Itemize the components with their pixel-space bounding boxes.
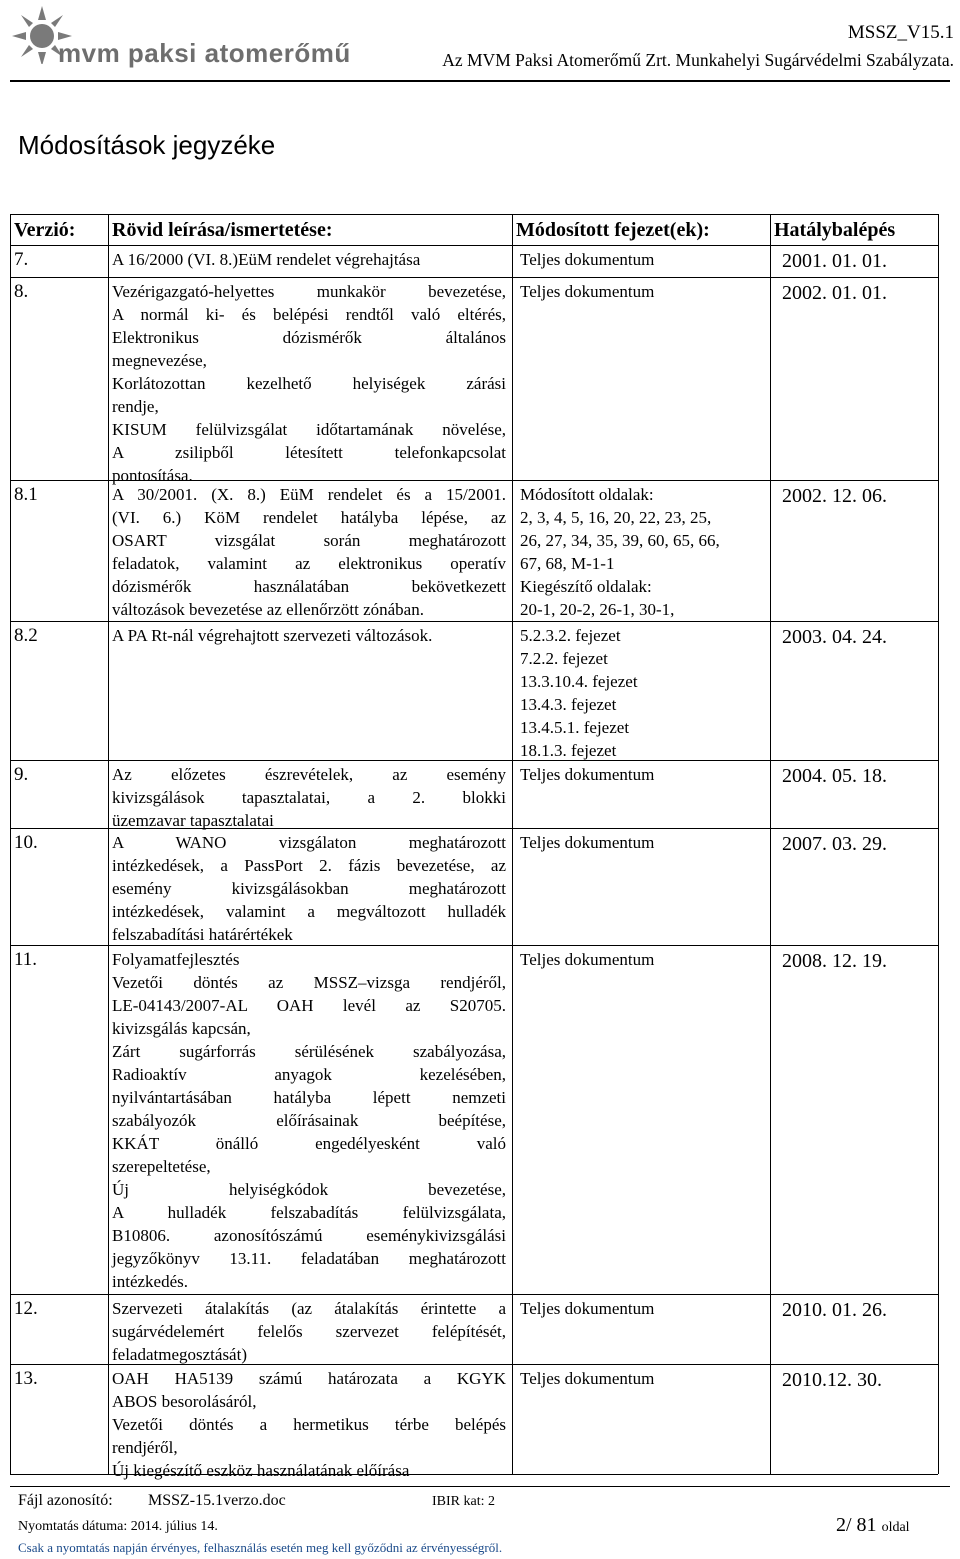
chapter-line: 18.1.3. fejezet (520, 741, 617, 760)
page-number-value: 2/ 81 (836, 1514, 877, 1536)
description-line: Új kiegészítő eszköz használatának előírása (112, 1461, 410, 1480)
description-line: intézkedések, a PassPort 2. fázis bevezetése, az (112, 856, 506, 875)
table-column-border (10, 214, 11, 1474)
chapter-line: 13.4.5.1. fejezet (520, 718, 630, 737)
chapter-line: 13.3.10.4. fejezet (520, 672, 638, 691)
description-line: kivizsgálás kapcsán, (112, 1019, 251, 1038)
chapter-line: Teljes dokumentum (520, 765, 655, 784)
column-header-effective-date: Hatálybalépés (774, 219, 896, 241)
description-line: intézkedések, valamint a megváltozott hulladék (112, 902, 506, 921)
description-line: Új helyiségkódok bevezetése, (112, 1180, 506, 1199)
description-line: A normál ki- és belépési rendtől való eltérés, (112, 305, 506, 324)
table-row-border (10, 245, 938, 246)
logo-text: mvm paksi atomerőmű (58, 38, 351, 68)
change-description (112, 1367, 506, 1482)
chapter-line: 67, 68, M-1-1 (520, 554, 615, 573)
description-line: rendjéről, (112, 1438, 178, 1457)
description-line: LE-04143/2007-AL OAH levél az S20705. (112, 996, 506, 1015)
page-suffix: oldal (881, 1520, 910, 1535)
description-line: üzemzavar tapasztalatai (112, 811, 274, 830)
version-number: 7. (14, 249, 29, 270)
table-row-border (10, 760, 938, 761)
table-row-border (10, 277, 938, 278)
table-column-border (512, 214, 513, 1474)
description-line: jegyzőkönyv 13.11. feladatában meghatározott (112, 1249, 506, 1268)
description-line: Zárt sugárforrás sérülésének szabályozása, (112, 1042, 506, 1061)
description-line: sugárvédelemért felelős szervezet felépítését, (112, 1322, 506, 1341)
description-line: dózismérők használatában bekövetkezett (112, 577, 506, 596)
version-number: 12. (14, 1298, 38, 1319)
version-number: 8.1 (14, 484, 38, 505)
change-description (112, 280, 506, 487)
change-description (112, 831, 506, 946)
file-id-value: MSSZ-15.1verzo.doc (148, 1492, 286, 1509)
version-number: 13. (14, 1368, 38, 1389)
description-line: feladatok, valamint az elektronikus operatív (112, 554, 506, 573)
print-date: Nyomtatás dátuma: 2014. július 14. (18, 1519, 218, 1534)
description-line: Szervezeti átalakítás (az átalakítás érintette a (112, 1299, 506, 1318)
description-line: A PA Rt-nál végrehajtott szervezeti változások. (112, 626, 433, 645)
description-line: KKÁT önálló engedélyesként való (112, 1134, 506, 1153)
modified-chapters (520, 1297, 766, 1320)
column-header-chapters: Módosított fejezet(ek): (516, 219, 710, 241)
description-line: megnevezése, (112, 351, 207, 370)
version-number: 9. (14, 764, 29, 785)
version-number: 8.2 (14, 625, 38, 646)
effective-date: 2002. 01. 01. (782, 282, 887, 304)
version-number: 11. (14, 949, 38, 970)
file-id-label: Fájl azonosító: (18, 1492, 113, 1509)
page-title: Módosítások jegyzéke (18, 130, 276, 160)
modified-chapters (520, 948, 766, 971)
effective-date: 2002. 12. 06. (782, 485, 887, 507)
table-column-border (770, 214, 771, 1474)
modified-chapters (520, 483, 766, 621)
chapter-line: Kiegészítő oldalak: (520, 577, 652, 596)
description-line: Az előzetes észrevételek, az esemény (112, 765, 506, 784)
change-description (112, 624, 506, 647)
description-line: rendje, (112, 397, 159, 416)
description-line: OSART vizsgálat során meghatározott (112, 531, 506, 550)
modified-chapters (520, 831, 766, 854)
description-line: kivizsgálások tapasztalatai, a 2. blokki (112, 788, 506, 807)
version-number: 8. (14, 281, 29, 302)
page-number (836, 1514, 910, 1537)
effective-date: 2004. 05. 18. (782, 765, 887, 787)
ibir-category: IBIR kat: 2 (432, 1494, 495, 1509)
description-line: A WANO vizsgálaton meghatározott (112, 833, 506, 852)
modified-chapters (520, 1367, 766, 1390)
modified-chapters (520, 624, 766, 762)
description-line: B10806. azonosítószámú eseménykivizsgálási (112, 1226, 506, 1245)
description-line: Korlátozottan kezelhető helyiségek zárási (112, 374, 506, 393)
description-line: (VI. 6.) KöM rendelet hatályba lépése, az (112, 508, 506, 527)
version-number: 10. (14, 832, 38, 853)
chapter-line: Teljes dokumentum (520, 1369, 655, 1388)
effective-date: 2008. 12. 19. (782, 950, 887, 972)
description-line: változások bevezetése az ellenőrzött zónában. (112, 600, 424, 619)
document-header-title: Az MVM Paksi Atomerőmű Zrt. Munkahelyi Sugárvédelmi Szabályzata. (442, 50, 954, 70)
description-line: Elektronikus dózismérők általános (112, 328, 506, 347)
chapter-line: 26, 27, 34, 35, 39, 60, 65, 66, (520, 531, 720, 550)
effective-date: 2007. 03. 29. (782, 833, 887, 855)
modified-chapters (520, 280, 766, 303)
description-line: A zsilipből létesített telefonkapcsolat (112, 443, 506, 462)
description-line: szabályozók előírásainak beépítése, (112, 1111, 506, 1130)
chapter-line: 20-1, 20-2, 26-1, 30-1, (520, 600, 675, 619)
chapter-line: 7.2.2. fejezet (520, 649, 608, 668)
description-line: Radioaktív anyagok kezelésében, (112, 1065, 506, 1084)
chapter-line: Módosított oldalak: (520, 485, 654, 504)
description-line: Vezetői döntés az MSSZ–vizsga rendjéről, (112, 973, 506, 992)
modified-chapters (520, 248, 766, 271)
column-header-description: Rövid leírása/ismertetése: (112, 219, 333, 241)
effective-date: 2001. 01. 01. (782, 250, 887, 272)
chapter-line: 5.2.3.2. fejezet (520, 626, 621, 645)
table-column-border (108, 214, 109, 1474)
modified-chapters (520, 763, 766, 786)
chapter-line: Teljes dokumentum (520, 833, 655, 852)
chapter-line: Teljes dokumentum (520, 282, 655, 301)
table-row-border (10, 621, 938, 622)
table-column-border (938, 214, 939, 1474)
column-header-version: Verzió: (14, 219, 76, 241)
document-code: MSSZ_V15.1 (847, 22, 954, 43)
description-line: KISUM felülvizsgálat időtartamának növelése, (112, 420, 506, 439)
chapter-line: Teljes dokumentum (520, 250, 655, 269)
description-line: esemény kivizsgálásokban meghatározott (112, 879, 506, 898)
description-line: feladatmegosztását) (112, 1345, 247, 1364)
description-line: szerepeltetése, (112, 1157, 211, 1176)
table-row-border (10, 1294, 938, 1295)
change-description (112, 763, 506, 832)
effective-date: 2010.12. 30. (782, 1369, 882, 1391)
validity-note: Csak a nyomtatás napján érvényes, felhasználás esetén meg kell győződni az érvényességről. (18, 1540, 503, 1555)
description-line: Vezérigazgató-helyettes munkakör bevezetése, (112, 282, 506, 301)
description-line: A 30/2001. (X. 8.) EüM rendelet és a 15/2001. (112, 485, 506, 504)
chapter-line: Teljes dokumentum (520, 950, 655, 969)
chapter-line: Teljes dokumentum (520, 1299, 655, 1318)
description-line: pontosítása. (112, 466, 193, 485)
description-line: Folyamatfejlesztés (112, 950, 240, 969)
effective-date: 2003. 04. 24. (782, 626, 887, 648)
effective-date: 2010. 01. 26. (782, 1299, 887, 1321)
description-line: Vezetői döntés a hermetikus térbe belépés (112, 1415, 506, 1434)
change-description (112, 1297, 506, 1366)
description-line: felszabadítási határértékek (112, 925, 293, 944)
description-line: nyilvántartásában hatályba lépett nemzeti (112, 1088, 506, 1107)
change-description (112, 483, 506, 621)
description-line: ABOS besorolásáról, (112, 1392, 257, 1411)
change-description (112, 948, 506, 1293)
description-line: A hulladék felszabadítás felülvizsgálata, (112, 1203, 506, 1222)
chapter-line: 13.4.3. fejezet (520, 695, 617, 714)
description-line: OAH HA5139 számú határozata a KGYK (112, 1369, 506, 1388)
description-line: intézkedés. (112, 1272, 188, 1291)
footer-divider (10, 1486, 950, 1487)
change-description (112, 248, 506, 271)
description-line: A 16/2000 (VI. 8.)EüM rendelet végrehajtása (112, 250, 421, 269)
chapter-line: 2, 3, 4, 5, 16, 20, 22, 23, 25, (520, 508, 712, 527)
table-row-border (10, 214, 938, 215)
